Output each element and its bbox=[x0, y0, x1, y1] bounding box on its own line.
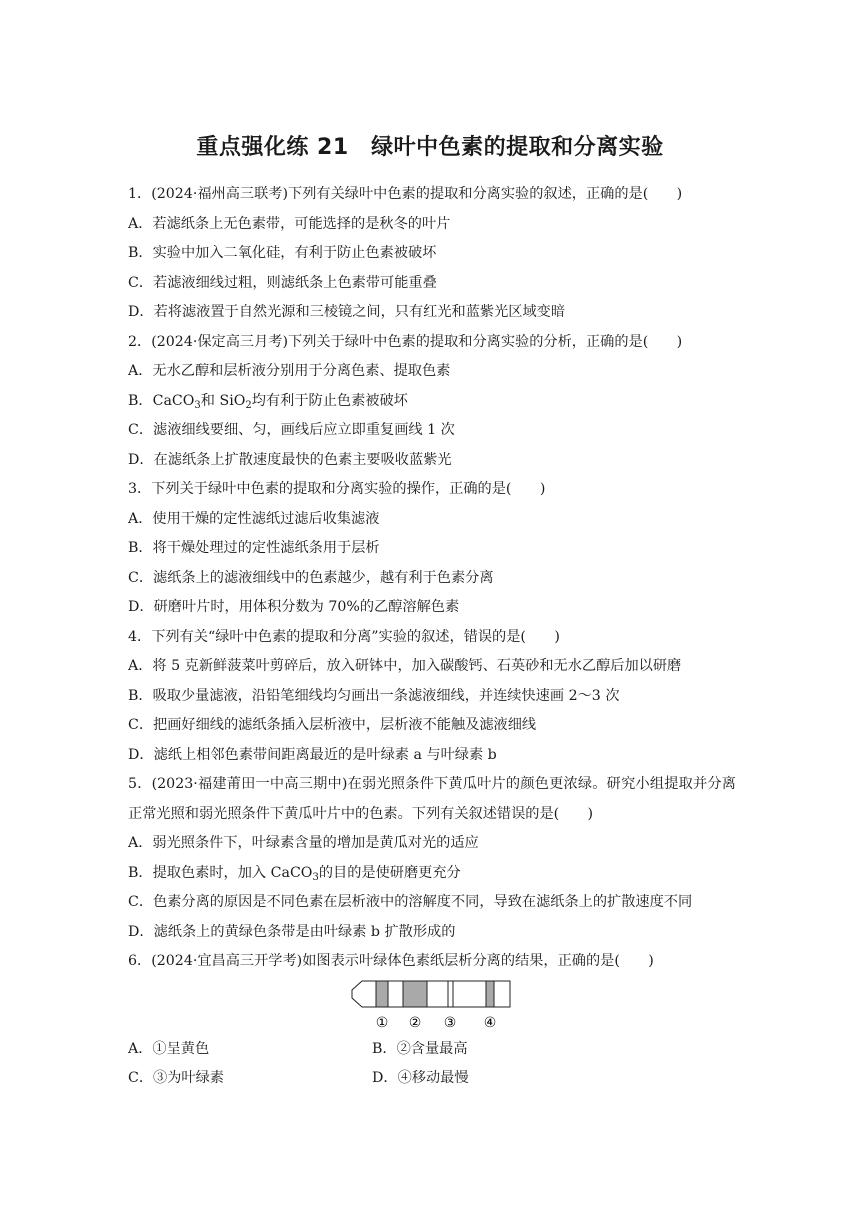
question-4-option-b: B．吸取少量滤液，沿铅笔细线均匀画出一条滤液细线，并连续快速画 2～3 次 bbox=[128, 687, 620, 704]
option-text: B．CaCO bbox=[128, 392, 195, 409]
filter-paper-strip bbox=[348, 977, 518, 1033]
question-3-option-b: B．将干燥处理过的定性滤纸条用于层析 bbox=[128, 540, 380, 556]
option-text: 和 SiO bbox=[200, 392, 246, 409]
question-3-option-a: A．使用干燥的定性滤纸过滤后收集滤液 bbox=[128, 510, 380, 527]
band-label-1: ① bbox=[375, 1014, 389, 1031]
option-text: 均有利于防止色素被破坏 bbox=[251, 392, 408, 409]
option-text: 的目的是使研磨更充分 bbox=[318, 864, 461, 881]
chromatography-figure bbox=[128, 977, 736, 1035]
question-6-options-row-2 bbox=[128, 1064, 736, 1094]
question-5-option-d: D．滤纸条上的黄绿色条带是由叶绿素 b 扩散形成的 bbox=[128, 923, 456, 940]
question-3-stem: 3．下列关于绿叶中色素的提取和分离实验的操作，正确的是( ) bbox=[128, 481, 546, 497]
question-1-option-b: B．实验中加入二氧化硅，有利于防止色素被破坏 bbox=[128, 245, 437, 261]
question-2-option-b bbox=[128, 387, 736, 417]
band-label-3: ③ bbox=[443, 1014, 457, 1031]
option-text: B．提取色素时，加入 CaCO bbox=[128, 864, 313, 881]
question-1-option-c: C．若滤液细线过粗，则滤纸条上色素带可能重叠 bbox=[128, 274, 437, 291]
page-title: 重点强化练 21 绿叶中色素的提取和分离实验 bbox=[196, 135, 664, 160]
question-4-option-a: A．将 5 克新鲜菠菜叶剪碎后，放入研钵中，加入碳酸钙、石英砂和无水乙醇后加以研磨 bbox=[128, 658, 682, 674]
question-5-stem: 5．(2023·福建莆田一中高三期中)在弱光照条件下黄瓜叶片的颜色更浓绿。研究小组提取并分离正常光照和弱光照条件下黄瓜叶片中的色素。下列有关叙述错误的是( ) bbox=[128, 776, 736, 822]
band-label-4: ④ bbox=[483, 1014, 497, 1031]
question-6-option-b: B．②含量最高 bbox=[372, 1040, 468, 1057]
subscript: 3 bbox=[194, 399, 201, 411]
question-2-stem: 2．(2024·保定高三月考)下列关于绿叶中色素的提取和分离实验的分析，正确的是( ) bbox=[128, 333, 683, 350]
question-5-option-c: C．色素分离的原因是不同色素在层析液中的溶解度不同，导致在滤纸条上的扩散速度不同 bbox=[128, 894, 693, 910]
question-2-option-d: D．在滤纸条上扩散速度最快的色素主要吸收蓝紫光 bbox=[128, 451, 452, 468]
question-5-option-b bbox=[128, 859, 736, 889]
subscript: 2 bbox=[245, 399, 252, 411]
question-1-option-d: D．若将滤液置于自然光源和三棱镜之间，只有红光和蓝紫光区域变暗 bbox=[128, 304, 566, 320]
question-3-option-c: C．滤纸条上的滤液细线中的色素越少，越有利于色素分离 bbox=[128, 569, 494, 586]
pigment-band-2 bbox=[403, 981, 427, 1007]
question-2-option-c: C．滤液细线要细、匀，画线后应立即重复画线 1 次 bbox=[128, 422, 455, 438]
question-4-option-c: C．把画好细线的滤纸条插入层析液中，层析液不能触及滤液细线 bbox=[128, 717, 537, 733]
question-1-option-a: A．若滤纸条上无色素带，可能选择的是秋冬的叶片 bbox=[128, 215, 451, 232]
question-6-option-d: D．④移动最慢 bbox=[372, 1070, 469, 1086]
question-6-options-row-1 bbox=[128, 1035, 736, 1065]
band-label-2: ② bbox=[408, 1014, 422, 1031]
subscript: 3 bbox=[312, 871, 319, 883]
question-1-stem: 1．(2024·福州高三联考)下列有关绿叶中色素的提取和分离实验的叙述，正确的是( ) bbox=[128, 186, 683, 202]
question-list bbox=[128, 180, 736, 1094]
question-6-option-c: C．③为叶绿素 bbox=[128, 1070, 224, 1086]
pigment-band-3 bbox=[448, 981, 453, 1007]
pigment-band-1 bbox=[376, 981, 388, 1007]
question-5-option-a: A．弱光照条件下，叶绿素含量的增加是黄瓜对光的适应 bbox=[128, 835, 479, 851]
question-6-option-a: A．①呈黄色 bbox=[128, 1040, 210, 1057]
question-4-option-d: D．滤纸上相邻色素带间距离最近的是叶绿素 a 与叶绿素 b bbox=[128, 746, 497, 763]
pigment-band-4 bbox=[486, 981, 494, 1007]
question-6-stem: 6．(2024·宜昌高三开学考)如图表示叶绿体色素纸层析分离的结果，正确的是( ) bbox=[128, 953, 654, 969]
question-3-option-d: D．研磨叶片时，用体积分数为 70%的乙醇溶解色素 bbox=[128, 599, 460, 615]
question-4-stem: 4．下列有关“绿叶中色素的提取和分离”实验的叙述，错误的是( ) bbox=[128, 628, 560, 645]
question-2-option-a: A．无水乙醇和层析液分别用于分离色素、提取色素 bbox=[128, 363, 451, 379]
